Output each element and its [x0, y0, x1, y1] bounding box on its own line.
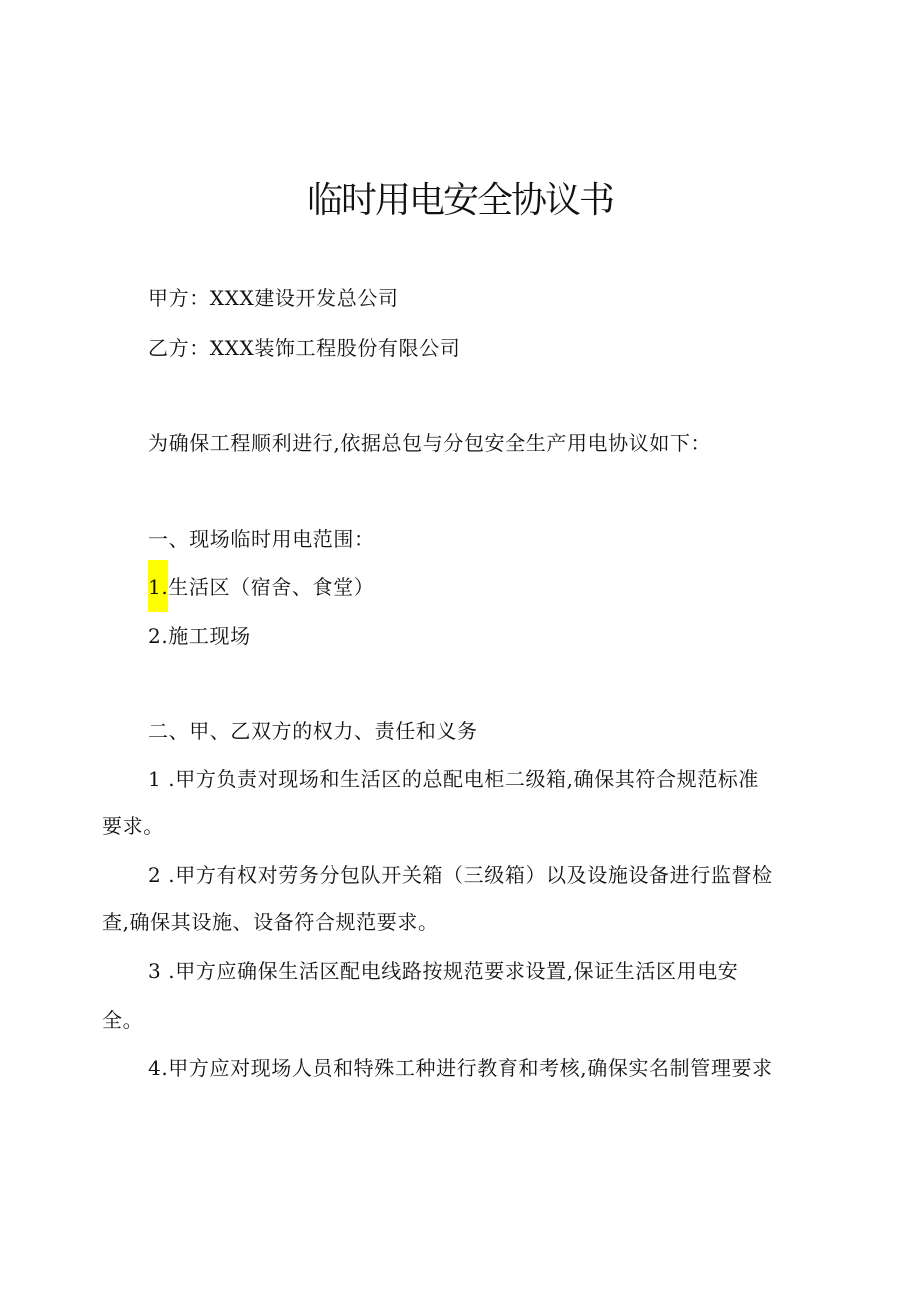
- section-1-item-1-text: 生活区（宿舍、食堂）: [168, 575, 375, 599]
- section-2-item-1-line-2: 要求。: [102, 814, 164, 838]
- section-2-item-4-line-1: 4.甲方应对现场人员和特殊工种进行教育和考核,确保实名制管理要求: [148, 1056, 773, 1080]
- section-2-item-1-line-1: 1 .甲方负责对现场和生活区的总配电柜二级箱,确保其符合规范标准: [148, 767, 759, 791]
- section-2-item-3-line-1: 3 .甲方应确保生活区配电线路按规范要求设置,保证生活区用电安: [148, 959, 739, 983]
- section-2-heading: 二、甲、乙双方的权力、责任和义务: [148, 719, 478, 743]
- intro-paragraph: 为确保工程顺利进行,依据总包与分包安全生产用电协议如下：: [148, 431, 712, 455]
- section-1-item-2: 2.施工现场: [148, 624, 251, 648]
- section-1-heading: 一、现场临时用电范围：: [148, 527, 375, 551]
- section-2-item-2-line-2: 查,确保其设施、设备符合规范要求。: [102, 910, 439, 934]
- party-a: 甲方：XXX建设开发总公司: [148, 286, 399, 310]
- document-title: 临时用电安全协议书: [306, 180, 613, 221]
- highlighted-number: 1.: [148, 560, 168, 612]
- section-1-item-1: [148, 572, 374, 602]
- section-2-item-2-line-1: 2 .甲方有权对劳务分包队开关箱（三级箱）以及设施设备进行监督检: [148, 863, 773, 887]
- section-2-item-3-line-2: 全。: [102, 1008, 144, 1032]
- party-b: 乙方：XXX装饰工程股份有限公司: [148, 336, 461, 360]
